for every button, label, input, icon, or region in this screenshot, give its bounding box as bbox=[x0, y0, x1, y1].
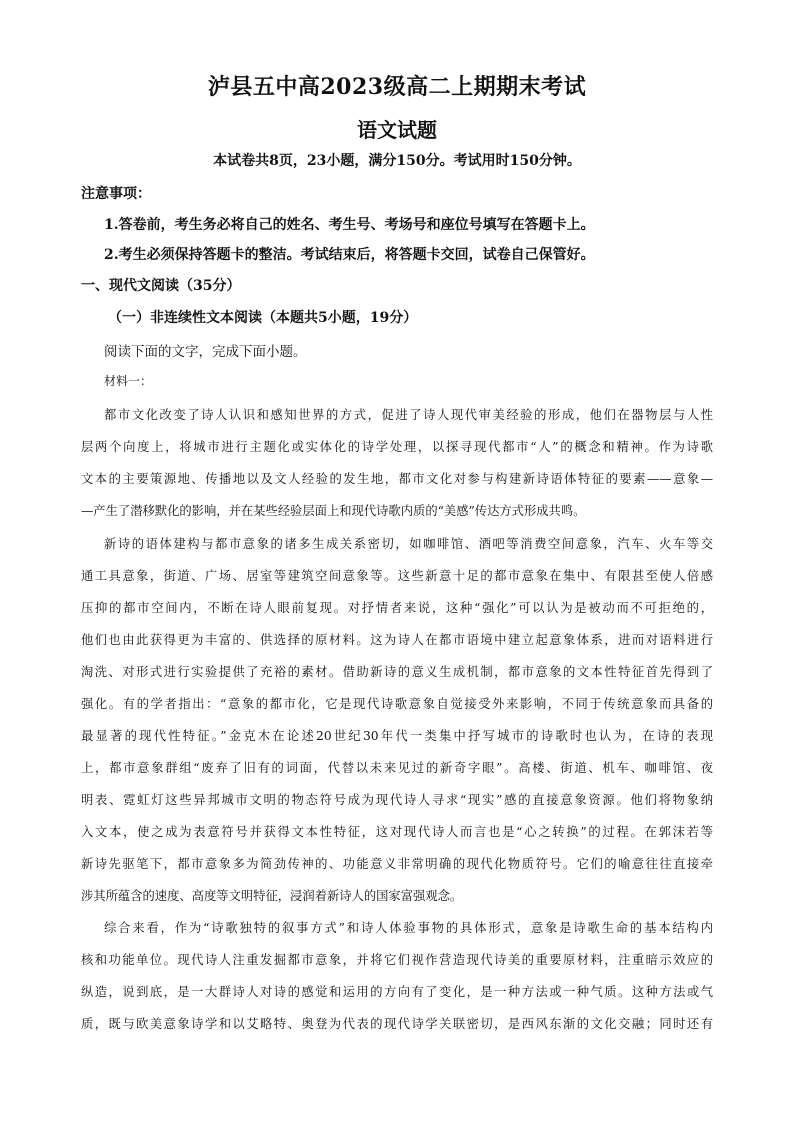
text-line: 都市文化改变了诗人认识和感知世界的方式，促进了诗人现代审美经验的形成，他们在器物层与人性 bbox=[104, 408, 713, 422]
text-line: 压抑的都市空间内，不断在诗人眼前复现。对抒情者来说，这种“强化”可以认为是被动而不可拒绝的， bbox=[81, 601, 713, 615]
text-line: 纵造，说到底，是一大群诗人对诗的感觉和运用的方向有了变化，是一种方法或一种气质。这种方法或气 bbox=[81, 985, 713, 999]
text-line: —产生了潜移默化的影响，并在某些经验层面上和现代诗歌内质的“美感”传达方式形成共鸣。 bbox=[81, 504, 586, 518]
subsection-heading: （一）非连续性文本阅读（本题共5小题，19分） bbox=[108, 310, 418, 326]
text-line: 文本的主要策源地、传播地以及文人经验的发生地，都市文化对参与构建新诗语体特征的要素——意象— bbox=[81, 472, 713, 486]
section-heading: 一、现代文阅读（35分） bbox=[81, 278, 241, 294]
material-label: 材料一： bbox=[104, 374, 153, 388]
text-line: 新诗的语体建构与都市意象的诸多生成关系密切，如咖啡馆、酒吧等消费空间意象，汽车、火车等交 bbox=[104, 537, 713, 551]
text-line: 涉其所蕴含的速度、高度等文明特征，浸润着新诗人的国家富强观念。 bbox=[81, 889, 463, 903]
note-item: 1.答卷前，考生务必将自己的姓名、考生号、考场号和座位号填写在答题卡上。 bbox=[104, 217, 595, 233]
text-line: 上，都市意象群组“废弃了旧有的词面，代替以未来见过的新奇字眼”。高楼、街道、机车、咖啡馆、夜 bbox=[81, 761, 713, 775]
text-line: 淘洗、对形式进行实验提供了充裕的素材。借助新诗的意义生成机制，都市意象的文本性特征首先得到了 bbox=[81, 665, 713, 679]
text-line: 质，既与欧美意象诗学和以艾略特、奥登为代表的现代诗学关联密切，是西风东渐的文化交融；同时还有 bbox=[81, 1017, 713, 1031]
text-line: 核和功能单位。现代诗人注重发掘都市意象，并将它们视作营造现代诗美的重要原材料，注重暗示效应的 bbox=[81, 953, 713, 967]
notes-heading: 注意事项： bbox=[81, 186, 151, 202]
text-line: 强化。有的学者指出：“意象的都市化，它是现代诗歌意象自觉接受外来影响，不同于传统意象而具备的 bbox=[81, 697, 713, 711]
exam-info: 本试卷共8页，23小题，满分150分。考试用时150分钟。 bbox=[213, 153, 581, 169]
text-line: 通工具意象，街道、广场、居室等建筑空间意象等。这些新意十足的都市意象在集中、有限甚至使人倍感 bbox=[81, 569, 713, 583]
text-line: 层两个向度上，将城市进行主题化或实体化的诗学处理，以探寻现代都市“人”的概念和精神。作为诗歌 bbox=[81, 440, 713, 454]
reading-instruction: 阅读下面的文字，完成下面小题。 bbox=[104, 344, 307, 360]
text-line: 明表、霓虹灯这些异邦城市文明的物态符号成为现代诗人寻求“现实”感的直接意象资源。他们将物象纳 bbox=[81, 793, 713, 807]
text-line: 入文本，使之成为表意符号并获得文本性特征，这对现代诗人而言也是“心之转换”的过程。在郭沫若等 bbox=[81, 825, 713, 839]
text-line: 新诗先驱笔下，都市意象多为简劲传神的、功能意义非常明确的现代化物质符号。它们的喻意往往直接牵 bbox=[81, 857, 713, 871]
exam-subtitle: 语文试题 bbox=[357, 118, 437, 142]
text-line: 综合来看，作为“诗歌独特的叙事方式”和诗人体验事物的具体形式，意象是诗歌生命的基本结构内 bbox=[104, 921, 713, 935]
text-line: 他们也由此获得更为丰富的、供选择的原材料。这为诗人在都市语境中建立起意象体系，进而对语料进行 bbox=[81, 633, 713, 647]
text-line: 最显著的现代性特征。”金克木在论述20世纪30年代一类集中抒写城市的诗歌时也认为，在诗的表现 bbox=[81, 729, 713, 743]
note-item: 2.考生必须保持答题卡的整洁。考试结束后，将答题卡交回，试卷自己保管好。 bbox=[104, 247, 595, 263]
exam-title: 泸县五中高2023级高二上期期末考试 bbox=[207, 74, 587, 100]
